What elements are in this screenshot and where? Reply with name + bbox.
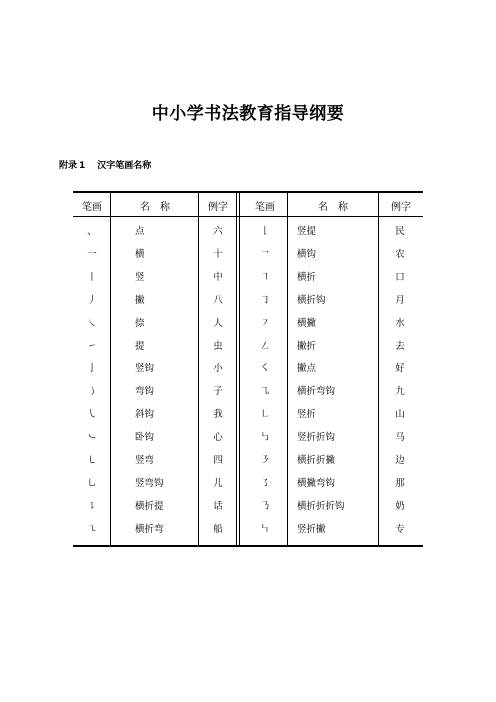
example-character: 奶 [395,500,405,512]
appendix-title: 汉字笔画名称 [97,161,152,171]
example-character: 虫 [213,340,223,352]
stroke-glyph: 亅 [87,363,97,375]
stroke-name: 横折折撇 [297,455,336,466]
stroke-name: 竖折撇 [297,523,326,535]
stroke-glyph: 丿 [87,294,97,306]
stroke-glyph: ㇋ [260,455,270,466]
header-example-left: 例字 [208,202,228,213]
example-character: 月 [395,294,405,306]
header-example-right: 例字 [391,202,411,213]
stroke-glyph: ㇈ [260,386,270,398]
stroke-name: 横折提 [135,500,164,512]
example-character: 山 [395,409,405,421]
stroke-glyph: ㇖ [260,248,270,260]
stroke-name: 横折弯 [135,523,164,535]
example-character: 口 [395,271,405,283]
stroke-name: 竖弯钩 [135,477,164,489]
example-character: 民 [395,226,405,237]
stroke-glyph: ㇡ [260,500,270,512]
example-character: 船 [213,523,223,535]
stroke-glyph: ㇍ [87,523,97,535]
stroke-name: 点 [135,226,145,237]
stroke-glyph: ㇁ [87,386,97,398]
appendix-number: 1 [79,161,86,171]
example-character: 九 [395,386,405,398]
appendix-heading [59,158,151,171]
stroke-glyph: 一 [87,248,97,260]
example-character: 好 [395,363,405,375]
stroke-glyph: ㇏ [87,317,97,329]
stroke-glyph: ㇞ [260,523,270,535]
example-character: 中 [213,271,223,283]
example-character: 四 [213,455,223,466]
example-character: 话 [213,500,223,512]
stroke-name: 撇点 [297,363,317,375]
stroke-name: 横折钩 [297,294,326,306]
example-character: 十 [213,248,223,260]
example-character: 边 [395,455,405,466]
stroke-glyph: 𠄌 [260,226,270,237]
stroke-name: 弯钩 [135,386,155,398]
example-character: 子 [213,386,223,398]
example-character: 水 [395,317,405,329]
stroke-name: 捺 [135,317,145,329]
table-rule [287,193,288,545]
stroke-glyph: ㇟ [87,477,97,489]
stroke-glyph: ㇆ [260,294,270,306]
example-character: 八 [213,294,223,306]
example-character: 专 [395,523,405,535]
example-character: 去 [395,340,405,352]
example-character: 那 [395,477,405,489]
stroke-name: 横折 [297,271,317,283]
stroke-glyph: ㇉ [260,432,270,444]
stroke-name: 竖折折钩 [297,432,336,444]
document-title: 中小学书法教育指导纲要 [151,104,345,124]
stroke-name: 横 [135,248,145,260]
example-character: 六 [213,226,223,237]
header-name-left: 名 称 [140,202,170,213]
stroke-glyph: ㇊ [87,500,97,512]
table-rule [378,193,379,545]
stroke-name: 提 [135,340,145,352]
example-character: 小 [213,363,223,375]
example-character: 我 [213,409,223,421]
stroke-glyph: ㇂ [87,409,97,421]
stroke-glyph: ㇌ [260,477,270,489]
stroke-name: 横钩 [297,248,317,260]
header-name-right: 名 称 [318,202,348,213]
example-character: 人 [213,317,223,329]
stroke-name: 斜钩 [135,409,155,421]
stroke-glyph: ㇕ [260,271,270,283]
example-character: 马 [395,432,405,444]
example-character: 心 [213,432,223,444]
stroke-name: 横折弯钩 [297,386,336,398]
appendix-label: 附录 [59,161,78,171]
table-rule [110,193,111,545]
header-stroke-right: 笔画 [255,202,275,213]
stroke-glyph: ㇀ [87,340,97,352]
stroke-name: 撇 [135,294,145,306]
stroke-name: 撇折 [297,340,317,352]
stroke-name: 卧钩 [135,432,155,444]
example-character: 儿 [213,477,223,489]
stroke-name: 横撇 [297,317,317,329]
stroke-glyph: ㇄ [87,455,97,466]
example-character: 农 [395,248,405,260]
stroke-name: 竖提 [297,226,317,237]
stroke-glyph: ㇇ [260,317,270,329]
stroke-glyph: 丨 [87,271,97,283]
stroke-name: 竖弯 [135,455,155,466]
stroke-glyph: 、 [87,226,97,237]
stroke-glyph: ㇗ [260,409,270,421]
stroke-name: 横折折折钩 [297,500,345,512]
stroke-names-table [73,191,423,547]
header-rule [73,216,423,217]
stroke-name: 竖折 [297,409,317,421]
stroke-glyph: ㇃ [87,432,97,444]
stroke-name: 竖 [135,271,145,283]
header-stroke-left: 笔画 [82,202,102,213]
stroke-glyph: ㇛ [260,363,270,375]
stroke-name: 横撇弯钩 [297,477,336,489]
stroke-name: 竖钩 [135,363,155,375]
stroke-glyph: ㇜ [260,340,270,352]
